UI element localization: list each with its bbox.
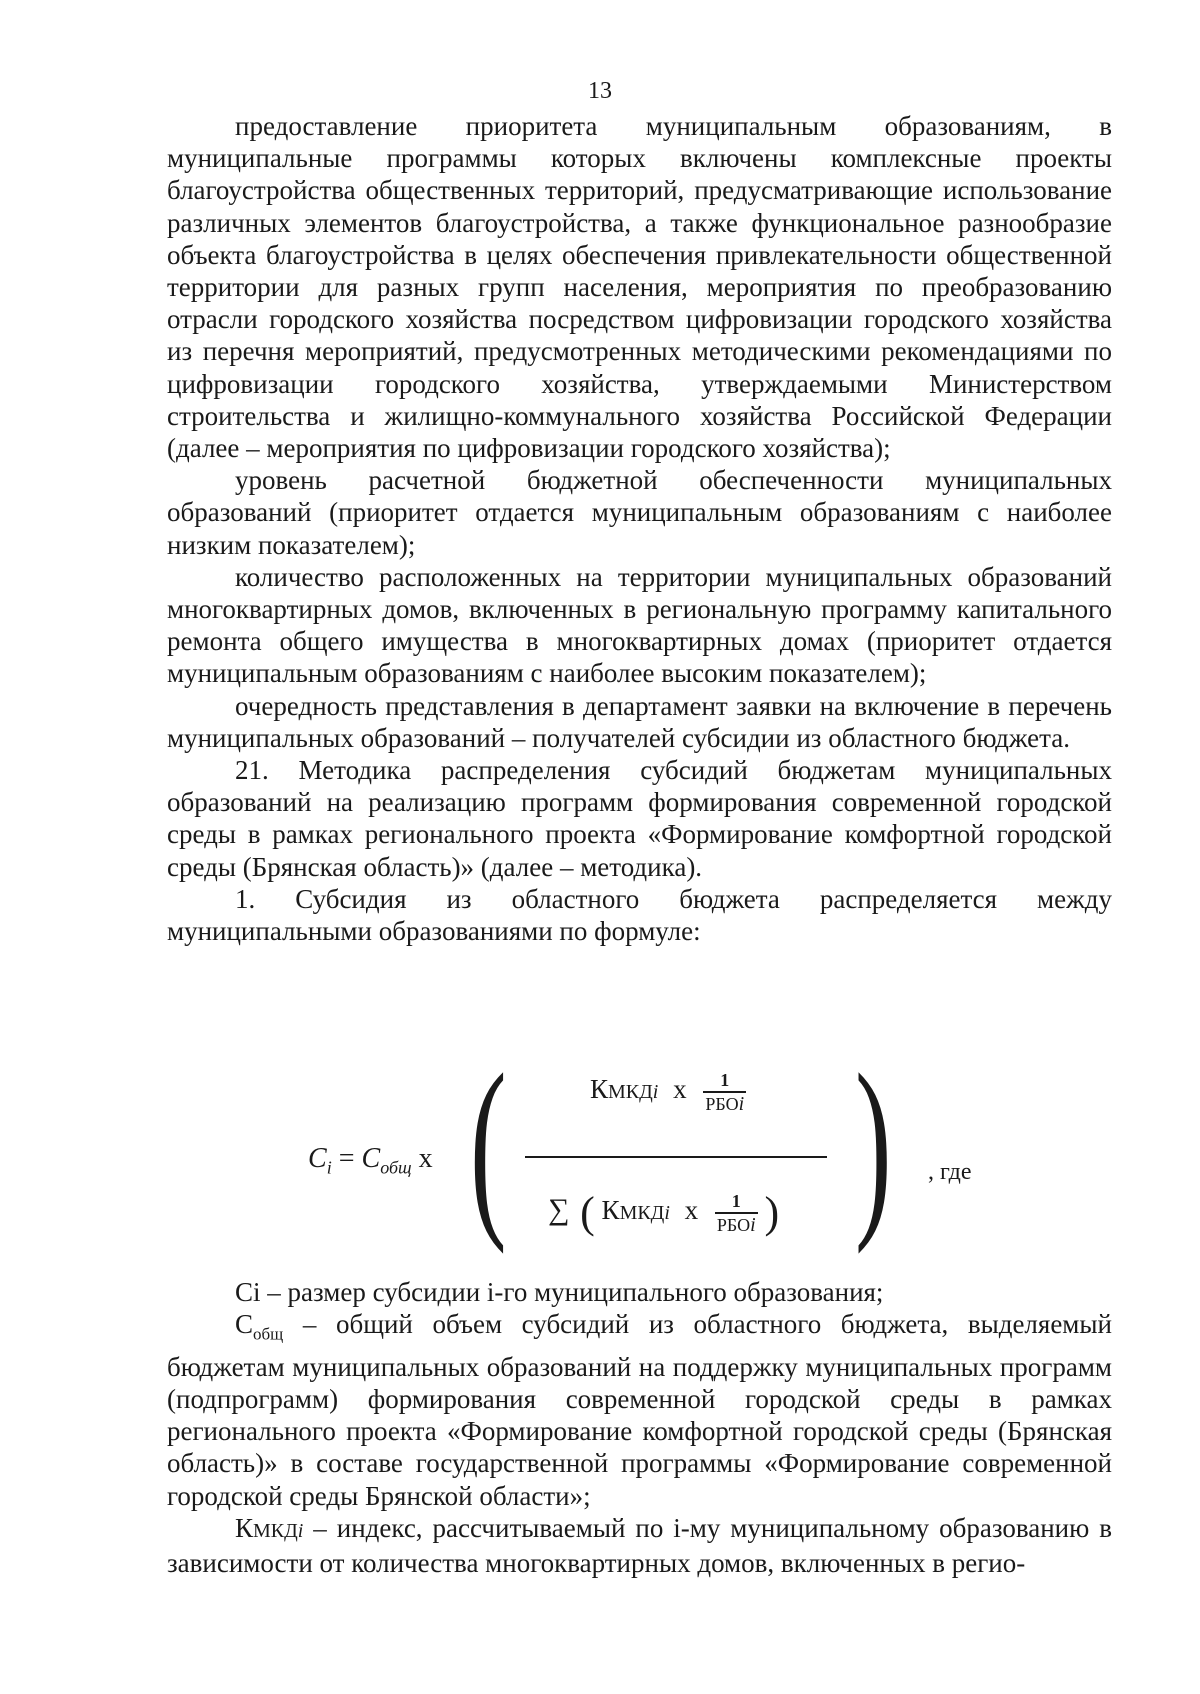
paragraph-cobsh-definition: $С_{общ}$ – общий объем субсидий из областного бюджета, выделяемый бюджетам муниципальных образований на поддержку муниципальных программ (подпрограмм) формирования современной городской среды в рамках регионального проекта «Формирование комфортной городской среды (Брянская область)» в составе государственной программы «Формирование современной городской среды Брянской области»; — [167, 1309, 1112, 1511]
paragraph-methodology: 21. Методика распределения субсидий бюджетам муниципальных образований на реализацию программ формирования современной городской среды в рамках регионального проекта «Формирование комфортной городской среды (Брянская область)» (далее – методика). — [167, 755, 1112, 882]
fraction-one-over-rbo-sum: $\frac{1}{\text{РБОi}}$ — [716, 1190, 756, 1236]
formula-denominator: ∑ ( КМКДi x $\frac{1}{\text{РБОi}}$ ) — [548, 1188, 780, 1237]
formula-left-paren: ( — [469, 1034, 507, 1255]
formula-lhs: $C_i = C_{общ}$ x — [308, 1143, 433, 1178]
page-number: 13 — [588, 78, 612, 104]
text-block-upper — [167, 110, 1112, 947]
fraction-one-over-rbo: $\frac{1}{\text{РБОi}}$ — [705, 1070, 745, 1115]
formula-where: , где — [928, 1159, 972, 1185]
paragraph-kmkd-definition: КМКДi – индекс, рассчитываемый по i-му муниципальному образованию в зависимости от количества многоквартирных домов, включенных в регио- — [167, 1512, 1112, 1579]
paragraph-apartment-count: количество расположенных на территории муниципальных образований многоквартирных домов, включенных в региональную программу капитального ремонта общего имущества в многоквартирных домах (приоритет отдается муниципальным образованиям с наиболее высоким показателем); — [167, 561, 1112, 689]
formula-numerator: КМКДi x $\frac{1}{\text{РБОi}}$ — [590, 1070, 745, 1115]
subsidy-formula — [280, 1034, 1000, 1255]
sigma-symbol: ∑ — [548, 1193, 570, 1226]
paragraph-priority-projects: предоставление приоритета муниципальным образованиям, в муниципальные программы которых включены комплексные проекты благоустройства общественных территорий, предусматривающие использование различных элементов благоустройства, а также функциональное разнообразие объекта благоустройства в целях обеспечения привлекательности общественной территории для разных групп населения, мероприятия по преобразованию отрасли городского хозяйства посредством цифровизации городского хозяйства из перечня мероприятий, предусмотренных методическими рекомендациями по цифровизации городского хозяйства, утверждаемыми Министерством строительства и жилищно-коммунального хозяйства Российской Федерации (далее – мероприятия по цифровизации городского хозяйства); — [167, 111, 1112, 464]
paragraph-subsidy-distribution: 1. Субсидия из областного бюджета распределяется между муниципальными образованиями по формуле: — [167, 883, 1112, 947]
paragraph-ci-definition: Ci – размер субсидии i-го муниципального образования; — [235, 1277, 884, 1307]
paragraph-budget-level: уровень расчетной бюджетной обеспеченности муниципальных образований (приоритет отдается муниципальным образованиям с наиболее низким показателем); — [167, 465, 1112, 560]
formula-fraction-bar — [525, 1156, 827, 1158]
text-block-lower — [167, 1276, 1112, 1579]
paragraph-application-order: очередность представления в департамент заявки на включение в перечень муниципальных образований – получателей субсидии из областного бюджета. — [167, 690, 1112, 753]
formula-right-paren: ) — [854, 1034, 892, 1255]
